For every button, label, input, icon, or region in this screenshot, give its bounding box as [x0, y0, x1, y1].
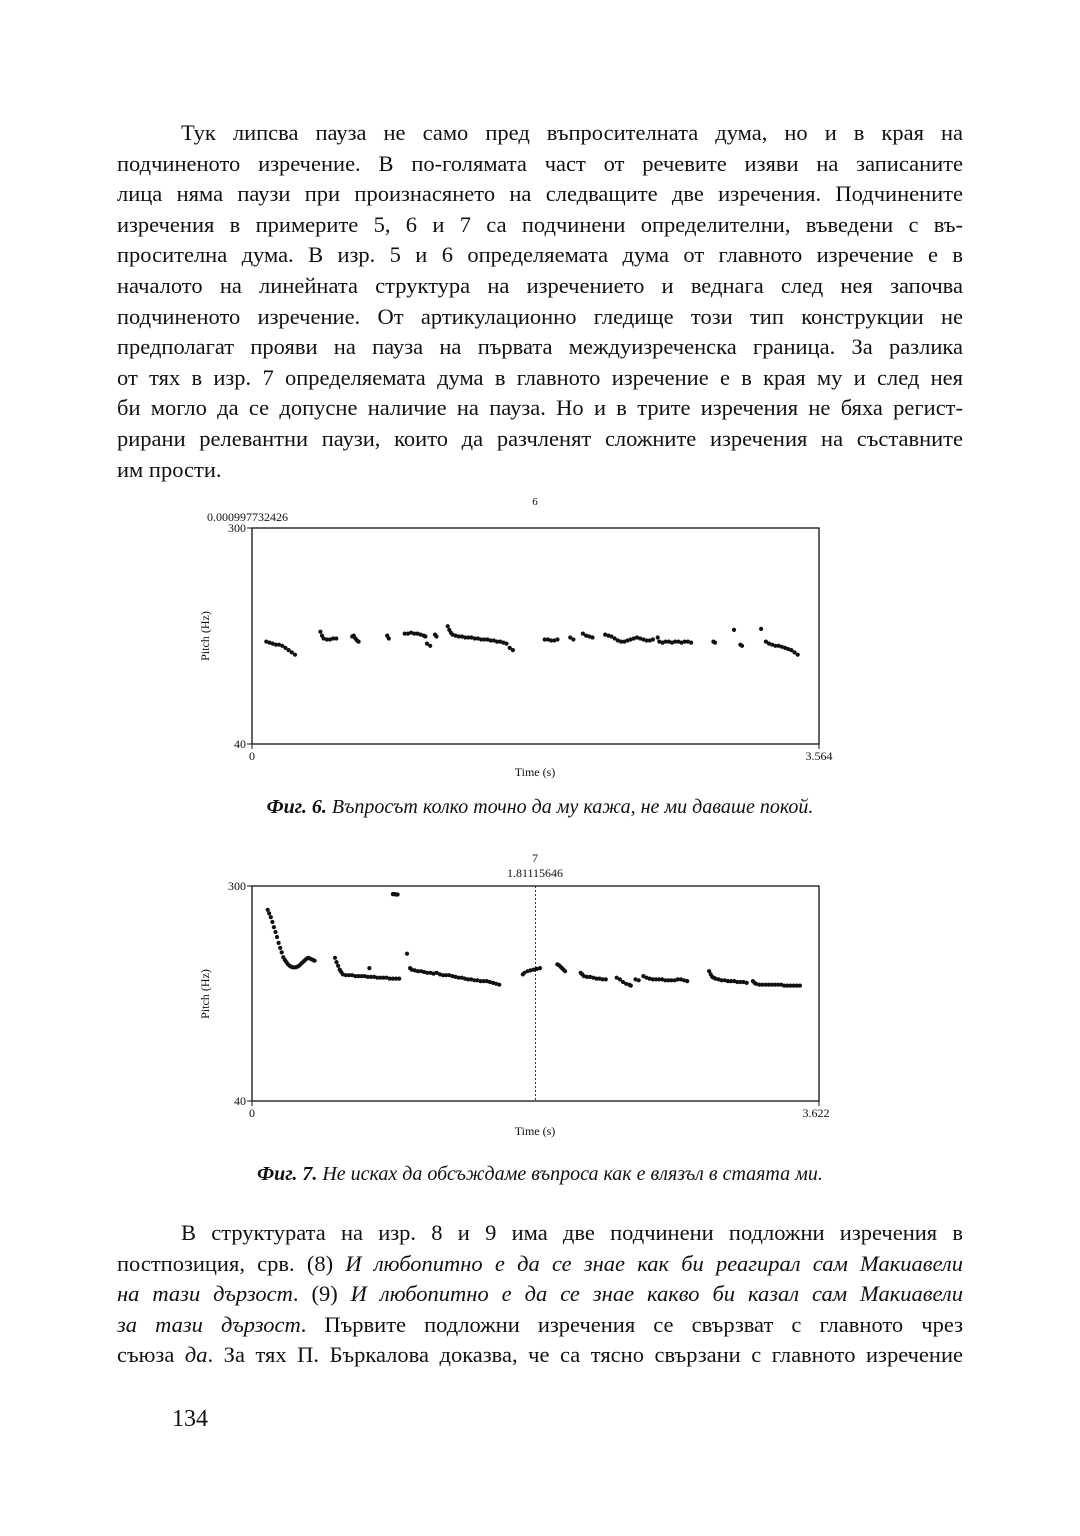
- x-tick-label-start: 0: [249, 749, 255, 763]
- text-run: . За тях П. Бъркалова доказва, че са тясно свързани с главното изречение: [207, 1342, 963, 1368]
- pitch-point: [387, 636, 391, 640]
- paragraph-2: [117, 1218, 963, 1371]
- pitch-point: [405, 952, 409, 956]
- pitch-point: [333, 956, 337, 960]
- text-run: . Първите подложни изречения се свързват с главното чрез: [300, 1311, 963, 1337]
- example-sentence: за тази дързост: [117, 1311, 301, 1337]
- paragraph-line: В структурата на изр. 8 и 9 има две подчинени подложни изречения в: [181, 1220, 963, 1245]
- y-axis-label: Pitch (Hz): [198, 969, 212, 1019]
- text-run: . (9): [292, 1281, 351, 1307]
- y-tick-label-top: 300: [228, 879, 246, 893]
- pitch-point: [504, 642, 508, 646]
- pitch-points: [264, 624, 800, 657]
- pitch-point: [798, 984, 802, 988]
- pitch-point: [651, 637, 655, 641]
- text-run: съюза: [117, 1342, 185, 1368]
- pitch-point: [272, 925, 276, 929]
- pitch-point: [423, 634, 427, 638]
- caption-text: Не исках да обсъждаме въпроса как е влязъл в стаята ми.: [322, 1163, 823, 1185]
- pitch-point: [745, 981, 749, 985]
- paragraph-line: [117, 1249, 963, 1280]
- paragraph-line: [117, 1310, 963, 1341]
- pitch-point: [604, 977, 608, 981]
- caption-text: Въпросът колко точно да му кажа, не ми даваше покой.: [331, 796, 814, 818]
- x-tick-label-end: 3.622: [802, 1106, 830, 1120]
- pitch-point: [357, 640, 361, 644]
- paragraph-line: подчиненото изречение. От артикулационно гледище този тип конструкции не: [117, 303, 963, 329]
- cursor-label: 0.000997732426: [207, 510, 288, 524]
- pitch-point: [713, 641, 717, 645]
- pitch-point: [269, 915, 273, 919]
- paragraph-line: началото на линейната структура на изречението и веднага след нея започва: [117, 272, 963, 298]
- pitch-point: [318, 630, 322, 634]
- conjunction: да: [184, 1342, 208, 1368]
- caption-label: Фиг. 6.: [266, 796, 327, 818]
- pitch-point: [267, 911, 271, 915]
- pitch-point: [434, 634, 438, 638]
- paragraph-line: от тях в изр. 7 определяемата дума в главното изречение е в края му и след нея: [117, 364, 963, 390]
- pitch-point: [396, 892, 400, 896]
- pitch-point: [689, 641, 693, 645]
- x-tick-label-end: 3.564: [805, 749, 833, 763]
- pitch-point: [336, 964, 340, 968]
- pitch-point: [278, 946, 282, 950]
- paragraph-line: Тук липсва пауза не само пред въпросителната дума, но и в края на: [181, 120, 963, 145]
- pitch-point: [740, 644, 744, 648]
- pitch-point: [656, 635, 660, 639]
- paragraph-line: би могло да се допусне наличие на пауза. Но и в трите изречения не бяха регист-: [117, 395, 963, 421]
- pitch-chart-fig6: [190, 490, 850, 785]
- paragraph-line: лица няма паузи при произнасянето на следващите две изречения. Подчинените: [117, 181, 963, 207]
- pitch-point: [796, 653, 800, 657]
- pitch-point: [563, 969, 567, 973]
- pitch-point: [334, 960, 338, 964]
- pitch-point: [293, 653, 297, 657]
- pitch-point: [629, 984, 633, 988]
- paragraph-line: рирани релевантни паузи, които да разчленят сложните изречения на съставните: [117, 425, 963, 451]
- x-axis-label: Time (s): [514, 1124, 556, 1138]
- pitch-point: [555, 637, 559, 641]
- pitch-point: [511, 648, 515, 652]
- pitch-point: [367, 966, 371, 970]
- pitch-point: [280, 950, 284, 954]
- pitch-point: [275, 935, 279, 939]
- y-tick-label-bottom: 40: [234, 737, 246, 751]
- cursor-label: 1.81115646: [506, 866, 564, 880]
- paragraph-line: изречения в примерите 5, 6 и 7 са подчинени определителни, въведени с въ-: [117, 211, 963, 237]
- paragraph-line: просителна дума. В изр. 5 и 6 определяемата дума от главното изречение е в: [117, 242, 963, 268]
- pitch-point: [497, 983, 501, 987]
- pitch-point: [270, 920, 274, 924]
- pitch-point: [334, 636, 338, 640]
- caption-label: Фиг. 7.: [257, 1163, 318, 1185]
- pitch-point: [637, 978, 641, 982]
- pitch-point: [590, 635, 594, 639]
- example-sentence: И любопитно е да се знае как би реагирал сам Макиавели: [345, 1250, 963, 1276]
- pitch-point: [273, 930, 277, 934]
- pitch-point: [759, 627, 763, 631]
- pitch-point: [685, 979, 689, 983]
- paragraph-line: подчиненото изречение. В по-голямата част от речевите изяви на записаните: [117, 150, 963, 176]
- x-axis-label: Time (s): [514, 765, 556, 779]
- paragraph-line: [117, 1279, 963, 1310]
- figure-7-caption: [0, 1163, 1080, 1186]
- y-tick-label-top: 300: [228, 521, 246, 535]
- pitch-point: [446, 624, 450, 628]
- plot-frame: [252, 528, 819, 744]
- figure-6-caption: [0, 796, 1080, 819]
- chart-title: 6: [532, 496, 538, 508]
- paragraph-line: [117, 1340, 963, 1371]
- example-sentence: на тази дързост: [117, 1281, 293, 1307]
- pitch-point: [428, 644, 432, 648]
- paragraph-1: [117, 118, 963, 485]
- chart-title: 7: [532, 851, 538, 865]
- pitch-chart-fig7: [190, 848, 850, 1143]
- pitch-point: [732, 628, 736, 632]
- paragraph-line: им прости.: [117, 456, 222, 482]
- pitch-points: [266, 892, 802, 988]
- x-tick-label-start: 0: [249, 1106, 255, 1120]
- example-sentence: И любопитно е да се знае какво би казал сам Макиавели: [350, 1281, 963, 1307]
- y-axis-label: Pitch (Hz): [198, 611, 212, 661]
- pitch-point: [538, 966, 542, 970]
- y-tick-label-bottom: 40: [234, 1094, 246, 1108]
- text-run: постпозиция, срв. (8): [117, 1250, 346, 1276]
- pitch-point: [571, 637, 575, 641]
- pitch-point: [266, 908, 270, 912]
- paragraph-line: предполагат прояви на пауза на първата междуизреченска граница. За разлика: [117, 334, 963, 360]
- pitch-point: [277, 941, 281, 945]
- page-number: 134: [172, 1406, 208, 1432]
- pitch-point: [313, 959, 317, 963]
- pitch-point: [397, 977, 401, 981]
